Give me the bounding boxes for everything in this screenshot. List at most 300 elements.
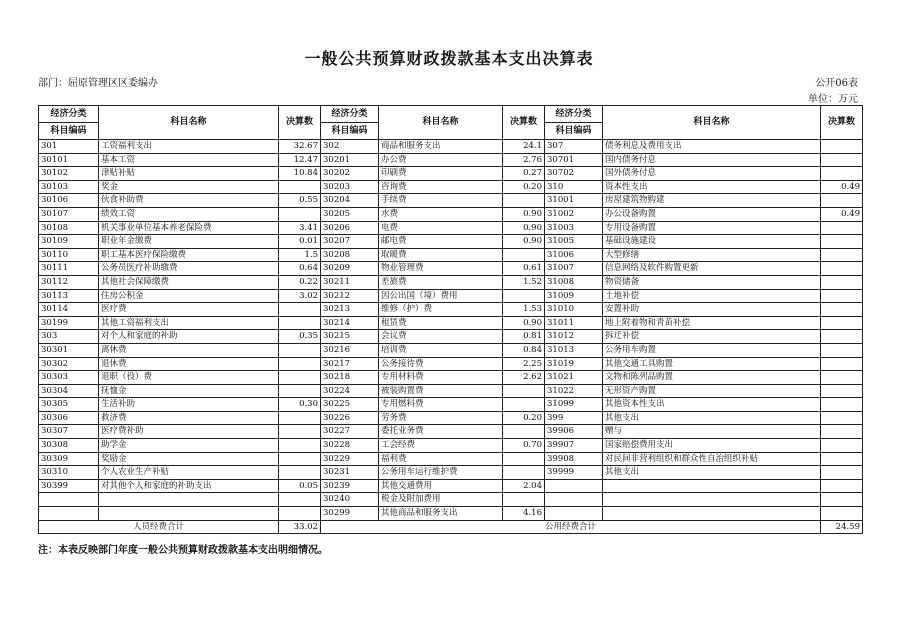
table-row: [39, 303, 863, 317]
table-row: [39, 330, 863, 344]
cell-amount: 0.05: [279, 479, 321, 493]
table-row: [39, 180, 863, 194]
cell-code: 30110: [39, 248, 99, 262]
cell-amount: [821, 303, 863, 317]
cell-name: 房屋建筑物购建: [603, 194, 821, 208]
cell-name: 邮电费: [379, 235, 503, 249]
cell-code: 30227: [321, 425, 379, 439]
cell-amount: [503, 398, 545, 412]
cell-name: 安置补助: [603, 303, 821, 317]
cell-name: 国家赔偿费用支出: [603, 439, 821, 453]
cell-name: 委托业务费: [379, 425, 503, 439]
cell-amount: 0.84: [503, 343, 545, 357]
header-code-2a: 经济分类: [321, 106, 379, 123]
cell-code: 31007: [545, 262, 603, 276]
cell-code: 30113: [39, 289, 99, 303]
cell-code: 31011: [545, 316, 603, 330]
cell-code: 30399: [39, 479, 99, 493]
cell-code: 30213: [321, 303, 379, 317]
cell-code: 301: [39, 140, 99, 154]
cell-amount: [821, 411, 863, 425]
cell-code: 30201: [321, 153, 379, 167]
cell-name: 会议费: [379, 330, 503, 344]
cell-code: 30305: [39, 398, 99, 412]
header-code-3a: 经济分类: [545, 106, 603, 123]
cell-name: 对其他个人和家庭的补助支出: [99, 479, 279, 493]
cell-code: 30108: [39, 221, 99, 235]
cell-name: 对个人和家庭的补助: [99, 330, 279, 344]
cell-code: 30216: [321, 343, 379, 357]
cell-amount: [279, 343, 321, 357]
cell-name: 奖金: [99, 180, 279, 194]
table-row: [39, 316, 863, 330]
cell-code: 30302: [39, 357, 99, 371]
cell-name: 工资福利支出: [99, 140, 279, 154]
cell-code: 30225: [321, 398, 379, 412]
cell-name: 电费: [379, 221, 503, 235]
cell-name: [603, 507, 821, 521]
cell-amount: [279, 357, 321, 371]
cell-amount: [821, 439, 863, 453]
cell-name: 租赁费: [379, 316, 503, 330]
cell-amount: [821, 425, 863, 439]
cell-code: 30101: [39, 153, 99, 167]
cell-amount: [279, 452, 321, 466]
cell-name: 土地补偿: [603, 289, 821, 303]
table-row: [39, 221, 863, 235]
cell-name: 拆迁补偿: [603, 330, 821, 344]
cell-amount: [503, 452, 545, 466]
cell-amount: 0.20: [503, 180, 545, 194]
cell-amount: 0.27: [503, 167, 545, 181]
cell-name: 生活补助: [99, 398, 279, 412]
cell-name: 物业管理费: [379, 262, 503, 276]
cell-name: 手续费: [379, 194, 503, 208]
public-total-label: 公用经费合计: [321, 520, 821, 534]
cell-name: 离休费: [99, 343, 279, 357]
cell-amount: [821, 153, 863, 167]
header-name-2: 科目名称: [379, 106, 503, 140]
cell-amount: [821, 235, 863, 249]
table-row: [39, 384, 863, 398]
cell-name: 国内债务付息: [603, 153, 821, 167]
cell-code: [545, 493, 603, 507]
table-row: [39, 466, 863, 480]
cell-amount: [279, 384, 321, 398]
cell-code: 30215: [321, 330, 379, 344]
table-row: [39, 439, 863, 453]
cell-code: 307: [545, 140, 603, 154]
table-row: [39, 398, 863, 412]
cell-name: 对民间非营利组织和群众性自治组织补贴: [603, 452, 821, 466]
table-row: [39, 343, 863, 357]
cell-name: 地上附着物和青苗补偿: [603, 316, 821, 330]
cell-name: 文物和陈列品购置: [603, 371, 821, 385]
table-row: [39, 153, 863, 167]
public-total-amount: 24.59: [821, 520, 863, 534]
header-amount-1: 决算数: [279, 106, 321, 140]
table-row: [39, 357, 863, 371]
cell-name: 公务用车运行维护费: [379, 466, 503, 480]
cell-code: 30231: [321, 466, 379, 480]
cell-code: 30224: [321, 384, 379, 398]
cell-name: [603, 493, 821, 507]
cell-amount: 12.47: [279, 153, 321, 167]
cell-name: 绩效工资: [99, 207, 279, 221]
cell-code: 30111: [39, 262, 99, 276]
cell-code: 30304: [39, 384, 99, 398]
cell-amount: 0.49: [821, 207, 863, 221]
cell-amount: 3.02: [279, 289, 321, 303]
cell-amount: 0.61: [503, 262, 545, 276]
cell-code: 30307: [39, 425, 99, 439]
table-row: [39, 493, 863, 507]
header-amount-3: 决算数: [821, 106, 863, 140]
cell-code: 30299: [321, 507, 379, 521]
cell-name: 其他工资福利支出: [99, 316, 279, 330]
cell-name: 办公设备购置: [603, 207, 821, 221]
table-row: [39, 194, 863, 208]
cell-amount: [503, 248, 545, 262]
cell-name: 信息网络及软件购置更新: [603, 262, 821, 276]
cell-amount: [503, 466, 545, 480]
cell-code: 30106: [39, 194, 99, 208]
cell-code: 30309: [39, 452, 99, 466]
cell-amount: 0.90: [503, 221, 545, 235]
cell-name: 其他资本性支出: [603, 398, 821, 412]
cell-name: 机关事业单位基本养老保险费: [99, 221, 279, 235]
cell-code: 30228: [321, 439, 379, 453]
table-body: [39, 140, 863, 521]
table-row: [39, 479, 863, 493]
page-title: 一般公共预算财政拨款基本支出决算表: [304, 49, 594, 68]
cell-amount: 2.25: [503, 357, 545, 371]
cell-code: 30229: [321, 452, 379, 466]
cell-amount: [279, 466, 321, 480]
cell-code: 31002: [545, 207, 603, 221]
cell-amount: [503, 194, 545, 208]
cell-name: 其他交通费用: [379, 479, 503, 493]
cell-amount: [821, 507, 863, 521]
cell-code: [545, 479, 603, 493]
cell-name: 取暖费: [379, 248, 503, 262]
cell-amount: [821, 371, 863, 385]
cell-name: 资本性支出: [603, 180, 821, 194]
cell-name: 医疗费: [99, 303, 279, 317]
cell-name: 其他交通工具购置: [603, 357, 821, 371]
cell-code: 30701: [545, 153, 603, 167]
cell-amount: 0.90: [503, 235, 545, 249]
cell-code: [39, 493, 99, 507]
header-code-2b: 科目编码: [321, 123, 379, 140]
cell-amount: 2.04: [503, 479, 545, 493]
cell-name: 抚恤金: [99, 384, 279, 398]
cell-amount: 24.1: [503, 140, 545, 154]
cell-amount: 0.01: [279, 235, 321, 249]
header-name-3: 科目名称: [603, 106, 821, 140]
cell-name: 职业年金缴费: [99, 235, 279, 249]
cell-name: 个人农业生产补贴: [99, 466, 279, 480]
table-row: [39, 289, 863, 303]
cell-code: 31099: [545, 398, 603, 412]
cell-amount: [279, 411, 321, 425]
cell-name: [99, 507, 279, 521]
cell-name: 公务用车购置: [603, 343, 821, 357]
cell-name: 无形资产购置: [603, 384, 821, 398]
department-label: 部门：屈原管理区区委编办: [38, 78, 158, 89]
cell-code: 30103: [39, 180, 99, 194]
cell-code: 30205: [321, 207, 379, 221]
cell-name: 大型修缮: [603, 248, 821, 262]
cell-name: 咨询费: [379, 180, 503, 194]
cell-code: 30102: [39, 167, 99, 181]
cell-amount: 0.64: [279, 262, 321, 276]
cell-amount: [503, 493, 545, 507]
cell-code: 30303: [39, 371, 99, 385]
cell-amount: [279, 425, 321, 439]
cell-name: 基本工资: [99, 153, 279, 167]
cell-name: 其他支出: [603, 466, 821, 480]
cell-amount: 32.67: [279, 140, 321, 154]
table-row: [39, 235, 863, 249]
table-row: [39, 452, 863, 466]
cell-code: 31013: [545, 343, 603, 357]
cell-amount: 3.41: [279, 221, 321, 235]
cell-amount: [279, 180, 321, 194]
cell-name: 津贴补贴: [99, 167, 279, 181]
cell-code: 30239: [321, 479, 379, 493]
cell-amount: [821, 262, 863, 276]
cell-amount: [503, 289, 545, 303]
cell-name: 工会经费: [379, 439, 503, 453]
cell-code: 31012: [545, 330, 603, 344]
cell-code: 31005: [545, 235, 603, 249]
cell-amount: [279, 439, 321, 453]
cell-code: 39907: [545, 439, 603, 453]
header-amount-2: 决算数: [503, 106, 545, 140]
cell-code: 30203: [321, 180, 379, 194]
cell-amount: [821, 221, 863, 235]
cell-name: 其他支出: [603, 411, 821, 425]
cell-code: 30306: [39, 411, 99, 425]
cell-name: 医疗费补助: [99, 425, 279, 439]
cell-name: [603, 479, 821, 493]
cell-name: 差旅费: [379, 275, 503, 289]
cell-code: 30301: [39, 343, 99, 357]
cell-name: 债务利息及费用支出: [603, 140, 821, 154]
cell-name: 职工基本医疗保险缴费: [99, 248, 279, 262]
cell-code: 31022: [545, 384, 603, 398]
cell-amount: [821, 398, 863, 412]
cell-amount: 0.35: [279, 330, 321, 344]
cell-code: 399: [545, 411, 603, 425]
cell-amount: 1.52: [503, 275, 545, 289]
cell-name: 国外债务付息: [603, 167, 821, 181]
cell-code: 30702: [545, 167, 603, 181]
expenditure-table: [38, 105, 863, 534]
cell-name: 因公出国（境）费用: [379, 289, 503, 303]
header-code-1b: 科目编码: [39, 123, 99, 140]
cell-amount: 0.22: [279, 275, 321, 289]
cell-amount: 1.53: [503, 303, 545, 317]
cell-code: 31008: [545, 275, 603, 289]
cell-code: 310: [545, 180, 603, 194]
cell-code: 31021: [545, 371, 603, 385]
cell-name: 赠与: [603, 425, 821, 439]
table-row: [39, 207, 863, 221]
cell-name: 被装购置费: [379, 384, 503, 398]
cell-amount: 0.81: [503, 330, 545, 344]
cell-name: 税金及附加费用: [379, 493, 503, 507]
cell-code: 30199: [39, 316, 99, 330]
table-row: [39, 167, 863, 181]
cell-name: 退休费: [99, 357, 279, 371]
totals-row: [39, 520, 863, 534]
header-code-1a: 经济分类: [39, 106, 99, 123]
cell-code: 30207: [321, 235, 379, 249]
personnel-total-label: 人员经费合计: [39, 520, 279, 534]
cell-name: 基础设施建设: [603, 235, 821, 249]
cell-code: 30217: [321, 357, 379, 371]
header-name-1: 科目名称: [99, 106, 279, 140]
table-row: [39, 262, 863, 276]
cell-amount: 0.90: [503, 207, 545, 221]
cell-amount: 2.62: [503, 371, 545, 385]
cell-amount: [279, 207, 321, 221]
cell-name: 专用设备购置: [603, 221, 821, 235]
cell-code: 31003: [545, 221, 603, 235]
cell-amount: 0.20: [503, 411, 545, 425]
table-row: [39, 140, 863, 154]
cell-amount: [821, 289, 863, 303]
cell-name: 维修（护）费: [379, 303, 503, 317]
table-row: [39, 507, 863, 521]
cell-name: 专用材料费: [379, 371, 503, 385]
cell-amount: [821, 167, 863, 181]
cell-amount: [279, 303, 321, 317]
cell-name: 伙食补助费: [99, 194, 279, 208]
cell-name: 助学金: [99, 439, 279, 453]
table-row: [39, 371, 863, 385]
cell-amount: [503, 384, 545, 398]
cell-code: 39999: [545, 466, 603, 480]
cell-code: 31009: [545, 289, 603, 303]
cell-amount: 4.16: [503, 507, 545, 521]
cell-code: 30212: [321, 289, 379, 303]
cell-amount: 0.49: [821, 180, 863, 194]
cell-name: 专用燃料费: [379, 398, 503, 412]
cell-amount: 1.5: [279, 248, 321, 262]
cell-name: 公务员医疗补助缴费: [99, 262, 279, 276]
personnel-total-amount: 33.02: [279, 520, 321, 534]
cell-name: 水费: [379, 207, 503, 221]
cell-name: 办公费: [379, 153, 503, 167]
cell-amount: [279, 507, 321, 521]
cell-amount: [821, 275, 863, 289]
cell-code: 39906: [545, 425, 603, 439]
cell-amount: [821, 357, 863, 371]
cell-name: 住房公积金: [99, 289, 279, 303]
cell-amount: [821, 343, 863, 357]
cell-code: 302: [321, 140, 379, 154]
cell-code: 31001: [545, 194, 603, 208]
cell-code: 31006: [545, 248, 603, 262]
header-row-1: [39, 106, 863, 123]
cell-code: 30107: [39, 207, 99, 221]
cell-code: 30206: [321, 221, 379, 235]
cell-code: 30310: [39, 466, 99, 480]
cell-name: 培训费: [379, 343, 503, 357]
cell-code: 30226: [321, 411, 379, 425]
header-code-3b: 科目编码: [545, 123, 603, 140]
form-number: 公开06表: [815, 78, 858, 89]
cell-code: [39, 507, 99, 521]
cell-code: 30208: [321, 248, 379, 262]
cell-code: 30114: [39, 303, 99, 317]
cell-amount: [279, 493, 321, 507]
cell-amount: [279, 371, 321, 385]
cell-amount: [821, 452, 863, 466]
table-row: [39, 248, 863, 262]
cell-amount: [279, 316, 321, 330]
cell-name: 救济费: [99, 411, 279, 425]
cell-name: 奖励金: [99, 452, 279, 466]
cell-code: 30214: [321, 316, 379, 330]
cell-amount: [821, 330, 863, 344]
cell-code: 31019: [545, 357, 603, 371]
table-row: [39, 425, 863, 439]
cell-name: 其他商品和服务支出: [379, 507, 503, 521]
cell-amount: 2.76: [503, 153, 545, 167]
cell-amount: 0.90: [503, 316, 545, 330]
table-row: [39, 411, 863, 425]
cell-name: 退职（役）费: [99, 371, 279, 385]
cell-name: 印刷费: [379, 167, 503, 181]
cell-amount: [821, 194, 863, 208]
cell-amount: [503, 425, 545, 439]
cell-name: 福利费: [379, 452, 503, 466]
cell-code: 30204: [321, 194, 379, 208]
cell-code: [545, 507, 603, 521]
cell-code: 31010: [545, 303, 603, 317]
cell-amount: 0.55: [279, 194, 321, 208]
cell-code: 30218: [321, 371, 379, 385]
cell-code: 39908: [545, 452, 603, 466]
footnote: 注：本表反映部门年度一般公共预算财政拨款基本支出明细情况。: [38, 545, 328, 556]
cell-code: 30211: [321, 275, 379, 289]
cell-amount: [821, 466, 863, 480]
cell-code: 30240: [321, 493, 379, 507]
cell-code: 303: [39, 330, 99, 344]
cell-name: 劳务费: [379, 411, 503, 425]
cell-amount: [821, 316, 863, 330]
cell-name: 商品和服务支出: [379, 140, 503, 154]
cell-code: 30308: [39, 439, 99, 453]
cell-amount: 10.84: [279, 167, 321, 181]
table-row: [39, 275, 863, 289]
cell-amount: [821, 384, 863, 398]
cell-amount: [821, 493, 863, 507]
cell-amount: [821, 248, 863, 262]
cell-code: 30209: [321, 262, 379, 276]
cell-amount: [821, 140, 863, 154]
cell-code: 30109: [39, 235, 99, 249]
cell-name: 其他社会保障缴费: [99, 275, 279, 289]
cell-code: 30202: [321, 167, 379, 181]
cell-amount: 0.70: [503, 439, 545, 453]
cell-name: [99, 493, 279, 507]
cell-name: 物资储备: [603, 275, 821, 289]
